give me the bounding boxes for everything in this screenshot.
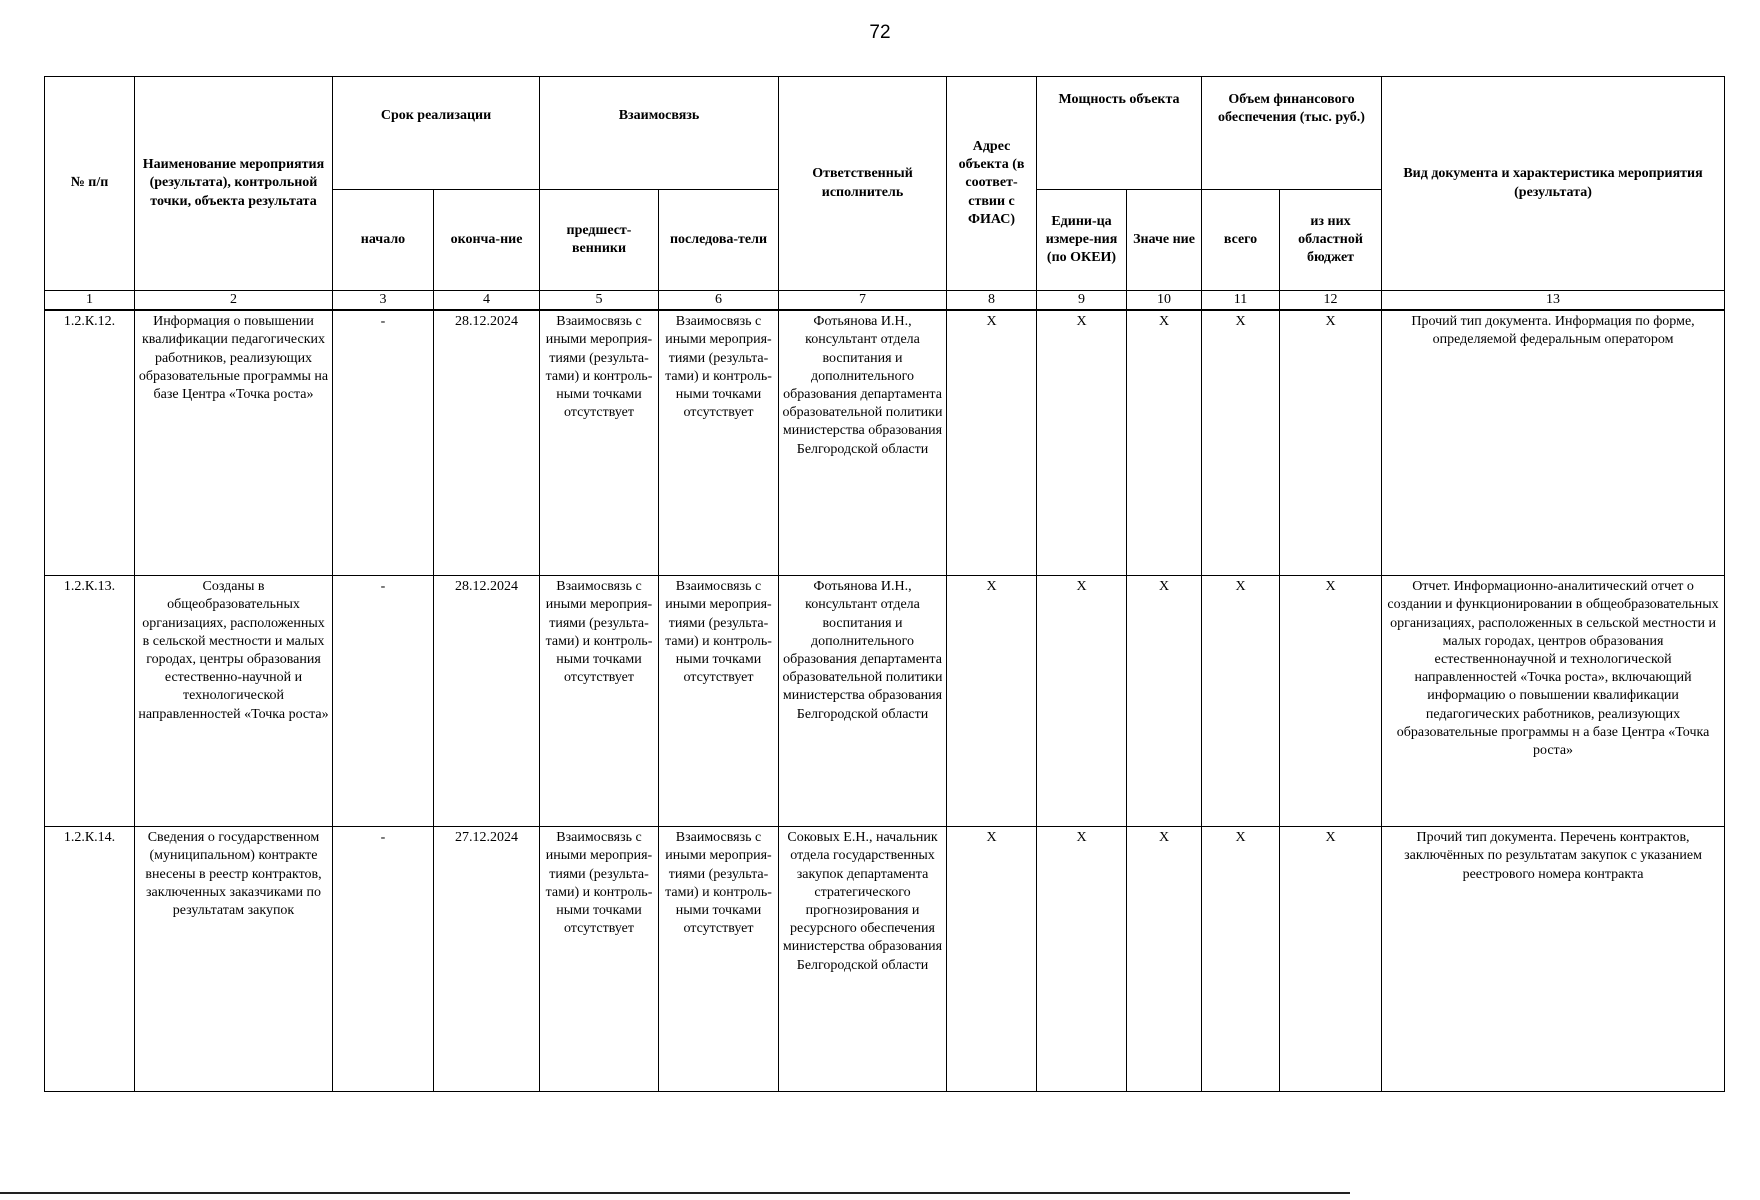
- column-number: 9: [1037, 291, 1127, 311]
- row-name: Сведения о государственном (муниципальном) контракте внесены в реестр контрактов, заключенных заказчиками по результатам закупок: [135, 827, 333, 1092]
- header-term-start: начало: [333, 190, 434, 291]
- header-finance-regional: из них областной бюджет: [1280, 190, 1382, 291]
- header-address: Адрес объекта (в соответ-ствии с ФИАС): [947, 77, 1037, 291]
- row-value: X: [1127, 576, 1202, 827]
- row-end: 28.12.2024: [434, 310, 540, 576]
- row-responsible: Фотьянова И.Н., консультант отдела воспитания и дополнительного образования департамента образовательной политики министерства образования Белгородской области: [779, 310, 947, 576]
- row-address: X: [947, 576, 1037, 827]
- header-finance-total: всего: [1202, 190, 1280, 291]
- row-address: X: [947, 310, 1037, 576]
- row-responsible: Фотьянова И.Н., консультант отдела воспитания и дополнительного образования департамента образовательной политики министерства образования Белгородской области: [779, 576, 947, 827]
- column-number: 13: [1382, 291, 1725, 311]
- column-number: 6: [659, 291, 779, 311]
- row-unit: X: [1037, 827, 1127, 1092]
- header-row-1: [45, 77, 1725, 190]
- header-relation-prev: предшест-венники: [540, 190, 659, 291]
- row-prev: Взаимосвязь с иными мероприя-тиями (результа-тами) и контроль-ными точками отсутствует: [540, 827, 659, 1092]
- header-finance: Объем финансового обеспечения (тыс. руб.): [1202, 77, 1382, 190]
- row-end: 28.12.2024: [434, 576, 540, 827]
- row-start: -: [333, 576, 434, 827]
- row-prev: Взаимосвязь с иными мероприя-тиями (результа-тами) и контроль-ными точками отсутствует: [540, 310, 659, 576]
- header-responsible: Ответственный исполнитель: [779, 77, 947, 291]
- row-address: X: [947, 827, 1037, 1092]
- row-total: X: [1202, 576, 1280, 827]
- header-capacity-value: Значе ние: [1127, 190, 1202, 291]
- row-prev: Взаимосвязь с иными мероприя-тиями (результа-тами) и контроль-ными точками отсутствует: [540, 576, 659, 827]
- row-responsible: Соковых Е.Н., начальник отдела государственных закупок департамента стратегического прогнозирования и ресурсного обеспечения министерства образования Белгородской области: [779, 827, 947, 1092]
- row-end: 27.12.2024: [434, 827, 540, 1092]
- column-number: 1: [45, 291, 135, 311]
- row-regional: X: [1280, 576, 1382, 827]
- column-number: 2: [135, 291, 333, 311]
- header-term: Срок реализации: [333, 77, 540, 190]
- header-doc-type: Вид документа и характеристика мероприятия (результата): [1382, 77, 1725, 291]
- header-relation: Взаимосвязь: [540, 77, 779, 190]
- header-relation-next: последова-тели: [659, 190, 779, 291]
- events-table: [44, 76, 1725, 1092]
- column-number: 12: [1280, 291, 1382, 311]
- column-number: 3: [333, 291, 434, 311]
- row-name: Созданы в общеобразовательных организациях, расположенных в сельской местности и малых городах, центры образования естественно-научной и технологической направленностей «Точка роста»: [135, 576, 333, 827]
- page-number: 72: [869, 22, 891, 43]
- row-value: X: [1127, 310, 1202, 576]
- row-regional: X: [1280, 310, 1382, 576]
- column-number-row: [45, 291, 1725, 311]
- column-number: 4: [434, 291, 540, 311]
- row-start: -: [333, 310, 434, 576]
- row-doc: Прочий тип документа. Перечень контрактов, заключённых по результатам закупок с указанием реестрового номера контракта: [1382, 827, 1725, 1092]
- row-start: -: [333, 827, 434, 1092]
- header-term-end: оконча-ние: [434, 190, 540, 291]
- row-value: X: [1127, 827, 1202, 1092]
- row-next: Взаимосвязь с иными мероприя-тиями (результа-тами) и контроль-ными точками отсутствует: [659, 827, 779, 1092]
- header-capacity: Мощность объекта: [1037, 77, 1202, 190]
- row-name: Информация о повышении квалификации педагогических работников, реализующих образовательные программы на базе Центра «Точка роста»: [135, 310, 333, 576]
- row-next: Взаимосвязь с иными мероприя-тиями (результа-тами) и контроль-ными точками отсутствует: [659, 576, 779, 827]
- header-capacity-unit: Едини-ца измере-ния (по ОКЕИ): [1037, 190, 1127, 291]
- row-total: X: [1202, 827, 1280, 1092]
- page-bottom-rule: [0, 1192, 1350, 1194]
- row-total: X: [1202, 310, 1280, 576]
- header-name: Наименование мероприятия (результата), контрольной точки, объекта результата: [135, 77, 333, 291]
- column-number: 5: [540, 291, 659, 311]
- row-doc: Отчет. Информационно-аналитический отчет о создании и функционировании в общеобразовательных организациях, расположенных в сельской местности и малых городах, центров образования естественнонаучной и технологической направленностей «Точка роста», включающий информацию о повышении квалификации педагогических работников, реализующих образовательные программы н а базе Центра «Точка роста»: [1382, 576, 1725, 827]
- column-number: 7: [779, 291, 947, 311]
- column-number: 11: [1202, 291, 1280, 311]
- row-doc: Прочий тип документа. Информация по форме, определяемой федеральным оператором: [1382, 310, 1725, 576]
- column-number: 10: [1127, 291, 1202, 311]
- table-row: [45, 576, 1725, 827]
- row-number: 1.2.К.14.: [45, 827, 135, 1092]
- table-row: [45, 310, 1725, 576]
- header-num: № п/п: [45, 77, 135, 291]
- table-row: [45, 827, 1725, 1092]
- row-unit: X: [1037, 576, 1127, 827]
- row-regional: X: [1280, 827, 1382, 1092]
- row-number: 1.2.К.13.: [45, 576, 135, 827]
- row-unit: X: [1037, 310, 1127, 576]
- row-number: 1.2.К.12.: [45, 310, 135, 576]
- column-number: 8: [947, 291, 1037, 311]
- row-next: Взаимосвязь с иными мероприя-тиями (результа-тами) и контроль-ными точками отсутствует: [659, 310, 779, 576]
